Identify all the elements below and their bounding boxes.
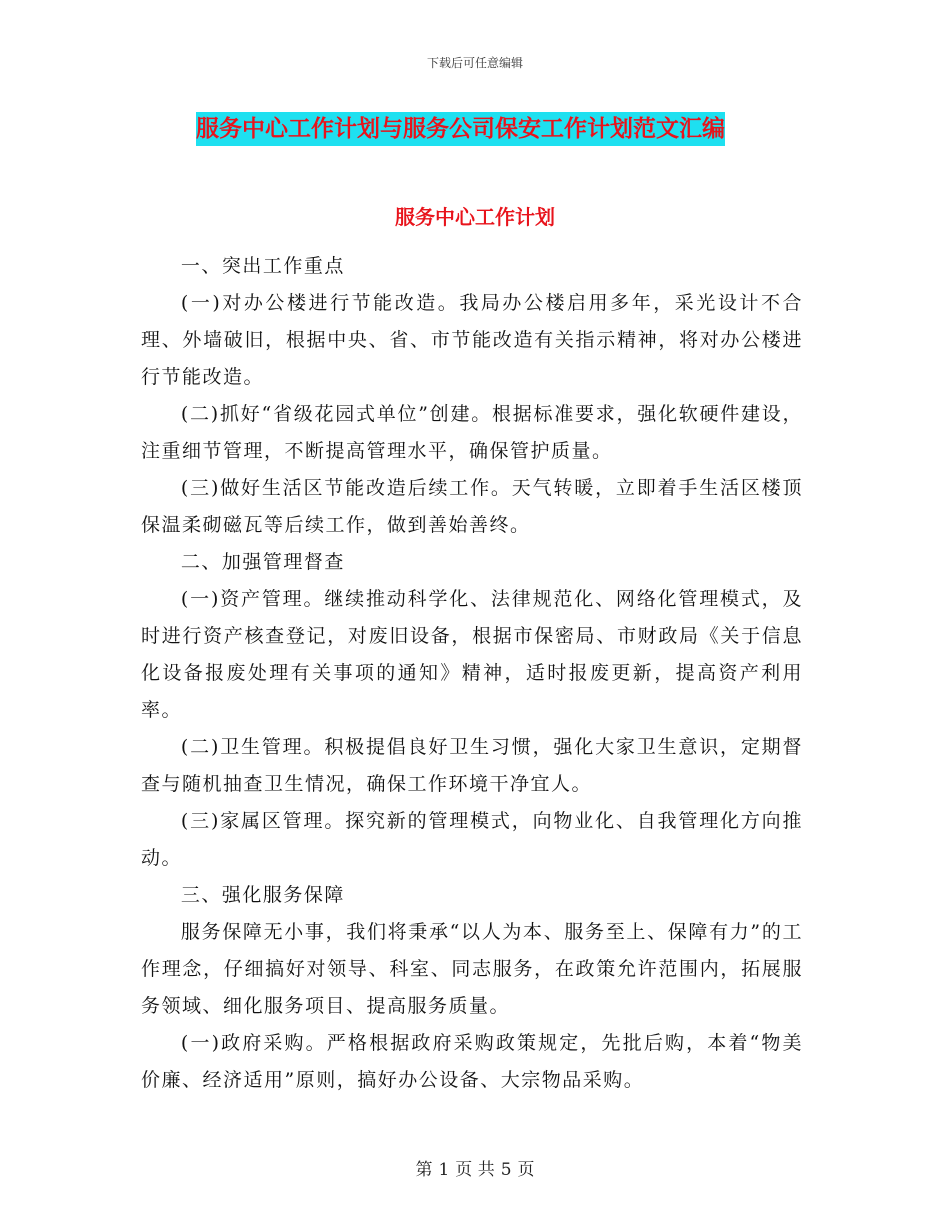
page-suffix: 页: [517, 1160, 535, 1180]
section-title: 服务中心工作计划: [395, 205, 555, 229]
paragraph: (二)抓好“省级花园式单位”创建。根据标准要求，强化软硬件建设，注重细节管理，不断提高管理水平，确保管护质量。: [141, 403, 803, 462]
paragraph: (一)资产管理。继续推动科学化、法律规范化、网络化管理模式，及时进行资产核查登记，对废旧设备，根据市保密局、市财政局《关于信息化设备报废处理有关事项的通知》精神，适时报废更新，提高资产利用率。: [141, 588, 803, 721]
page-prefix: 第: [415, 1160, 433, 1180]
paragraph: (三)做好生活区节能改造后续工作。天气转暖，立即着手生活区楼顶保温柔砌磁瓦等后续工作，做到善始善终。: [141, 477, 803, 536]
paragraph: (一)对办公楼进行节能改造。我局办公楼启用多年，采光设计不合理、外墙破旧，根据中央、省、市节能改造有关指示精神，将对办公楼进行节能改造。: [141, 292, 803, 388]
heading-1: 一、突出工作重点: [180, 255, 345, 277]
paragraph: 服务保障无小事，我们将秉承“以人为本、服务至上、保障有力”的工作理念，仔细搞好对领导、科室、同志服务，在政策允许范围内，拓展服务领域、细化服务项目、提高服务质量。: [141, 921, 803, 1017]
document-body: [141, 248, 803, 1099]
page-total: 5: [500, 1160, 512, 1180]
heading-3: 三、强化服务保障: [180, 884, 345, 906]
page-number: [0, 1155, 950, 1180]
paragraph: (一)政府采购。严格根据政府采购政策规定，先批后购，本着“物美价廉、经济适用”原则，搞好办公设备、大宗物品采购。: [141, 1032, 803, 1091]
document-title: 服务中心工作计划与服务公司保安工作计划范文汇编: [196, 112, 725, 146]
page-mid: 页 共: [455, 1160, 495, 1180]
heading-2: 二、加强管理督查: [180, 551, 345, 573]
page-current: 1: [438, 1160, 450, 1180]
paragraph: (三)家属区管理。探究新的管理模式，向物业化、自我管理化方向推动。: [141, 810, 803, 869]
header-note: 下载后可任意编辑: [426, 56, 523, 70]
paragraph: (二)卫生管理。积极提倡良好卫生习惯，强化大家卫生意识，定期督查与随机抽查卫生情况，确保工作环境干净宜人。: [141, 736, 803, 795]
